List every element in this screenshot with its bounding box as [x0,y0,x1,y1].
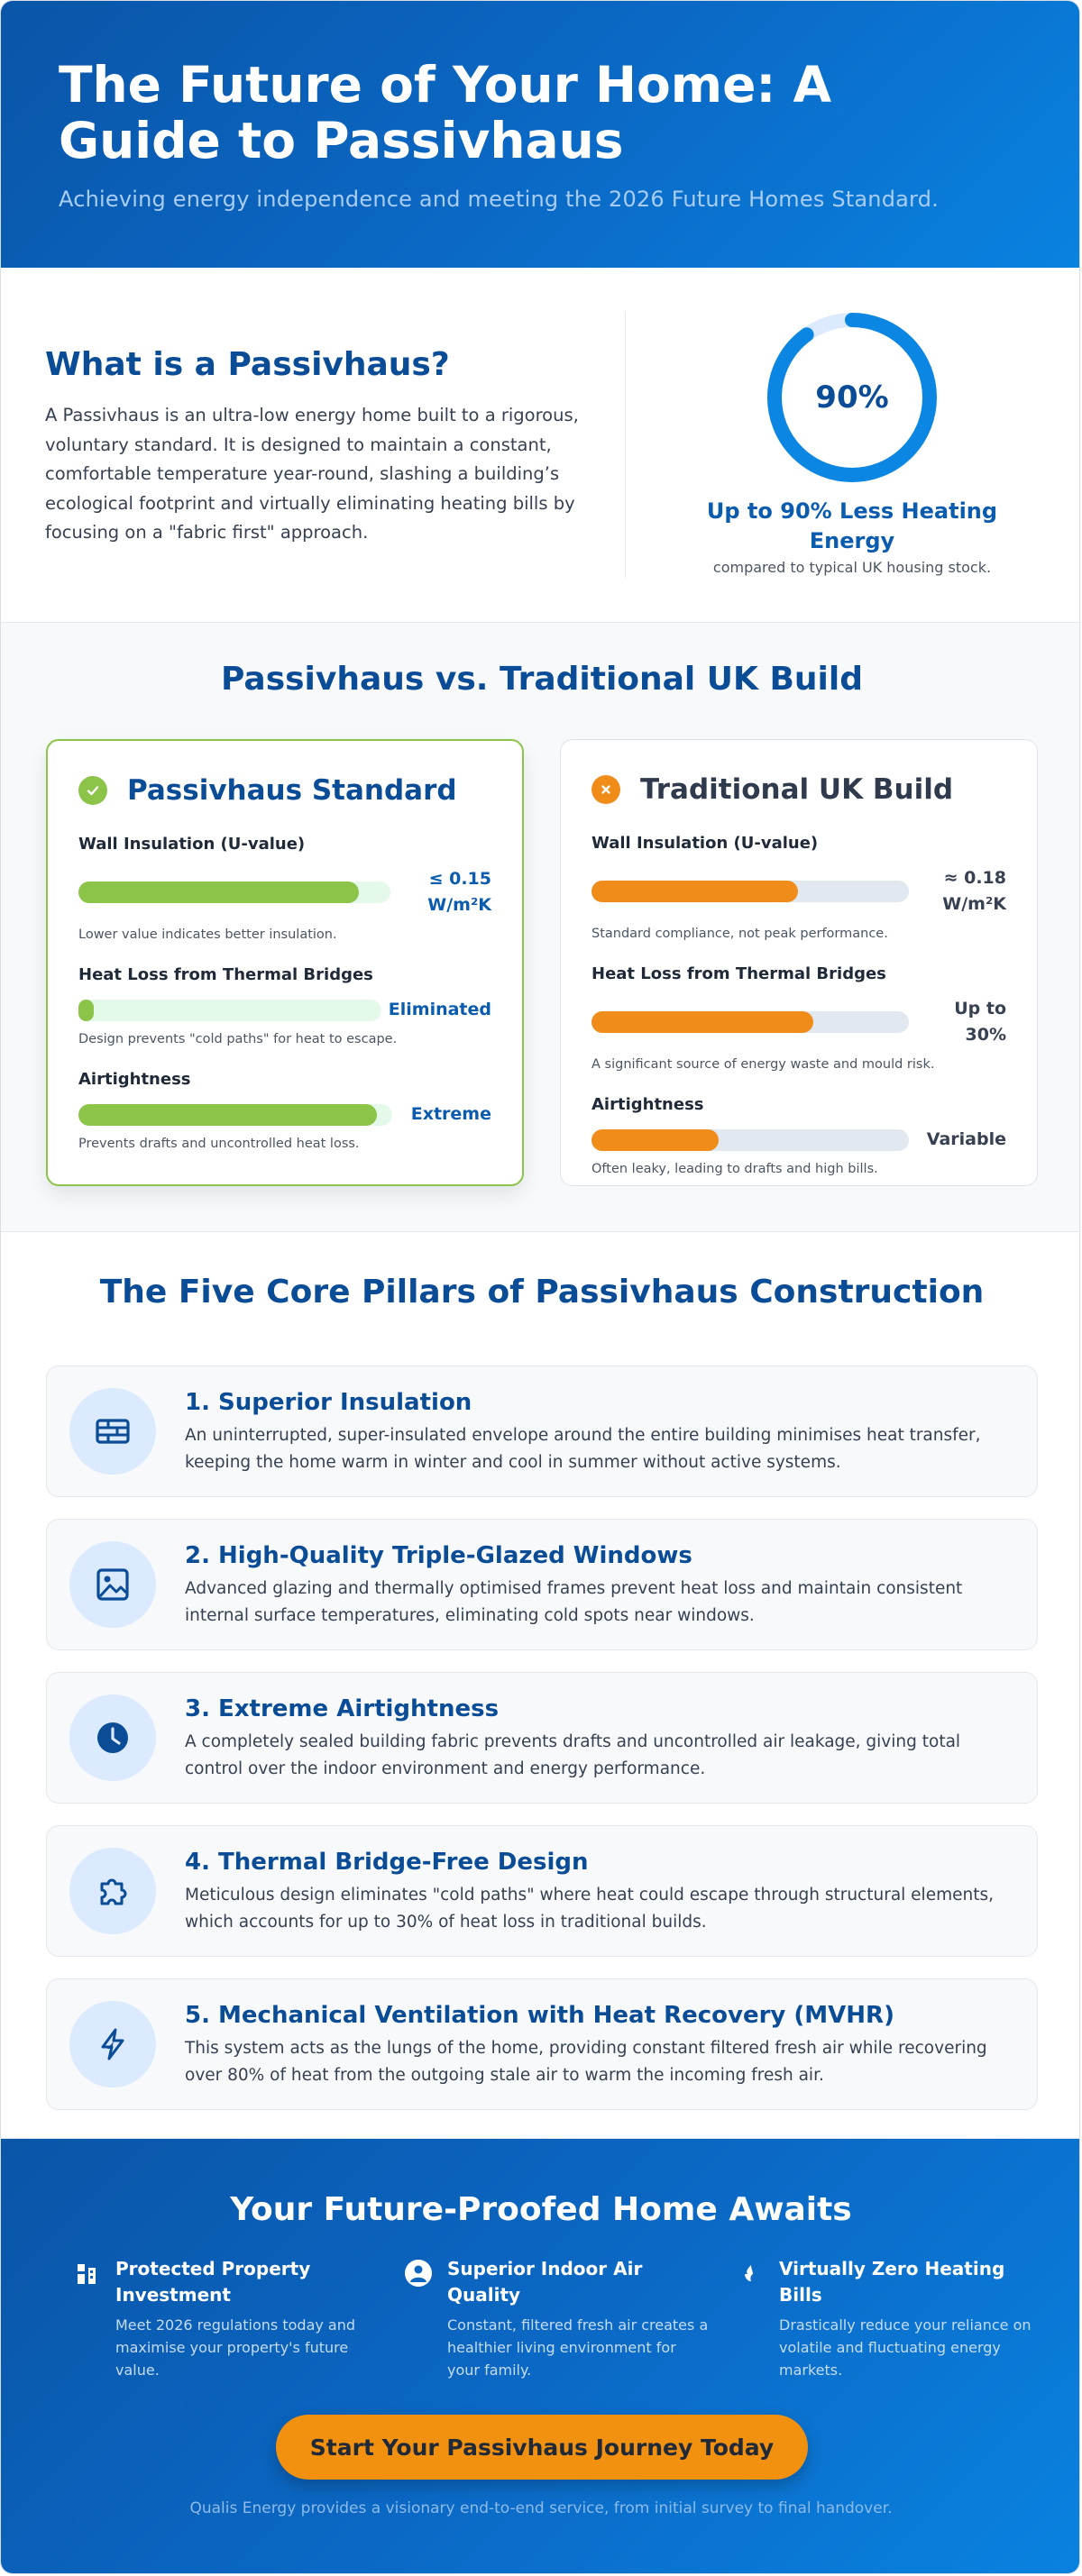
bolt-icon [69,2001,156,2087]
metric-thermal-bridges [591,964,1006,1072]
metric-bar [78,1104,392,1126]
pillar-body: Meticulous design eliminates "cold paths" where heat could escape through structural elements, which accounts for up to 30% of heat loss in traditional builds. [185,1886,994,1932]
check-icon [78,776,107,805]
metric-bar-fill [78,1104,377,1126]
window-icon [69,1541,156,1628]
metric-value: Eliminated [388,1000,491,1019]
pillar-text [185,1541,1005,1630]
metric-note: A significant source of energy waste and mould risk. [591,1057,935,1072]
metric-note: Lower value indicates better insulation. [78,927,337,942]
pillar-card [46,1672,1038,1804]
benefit-body: Drastically reduce your reliance on volatile and fluctuating energy markets. [779,2316,1032,2379]
metric-bar [78,1000,381,1021]
metric-value: ≈ 0.18 W/m²K [942,868,1006,914]
intro-heading: What is a Passivhaus? [45,346,450,383]
metric-bar [591,881,909,902]
metric-label: Airtightness [591,1095,704,1114]
pillar-title: 1. Superior Insulation [185,1389,472,1416]
passivhaus-card [46,739,524,1186]
stat-caption: compared to typical UK housing stock. [712,559,992,576]
person-icon [403,2258,434,2288]
pillar-text [185,1388,1005,1476]
metric-bar [591,1129,909,1151]
pillar-card [46,1978,1038,2110]
pillar-body: An uninterrupted, super-insulated envelope around the entire building minimises heat transfer, keeping the home warm in winter and cool in summer without active systems. [185,1426,981,1472]
metric-bar [591,1011,909,1033]
pillar-title: 2. High-Quality Triple-Glazed Windows [185,1542,692,1569]
pillar-title: 4. Thermal Bridge-Free Design [185,1849,589,1876]
metric-value: Variable [926,1129,1006,1149]
metric-note: Design prevents "cold paths" for heat to escape. [78,1032,398,1046]
benefit-title: Protected Property Investment [115,2258,311,2306]
card-header [78,770,491,811]
metric-bar-fill [78,882,359,903]
page-subtitle: Achieving energy independence and meeting the 2026 Future Homes Standard. [59,187,939,212]
start-journey-button[interactable]: Start Your Passivhaus Journey Today [276,2415,808,2480]
card-header [591,769,1006,810]
benefit-title: Superior Indoor Air Quality [447,2258,643,2306]
metric-label: Wall Insulation (U-value) [591,834,819,853]
traditional-card [560,739,1038,1186]
metric-airtightness [591,1095,1006,1176]
benefit-body: Constant, filtered fresh air creates a healthier living environment for your family. [447,2316,709,2379]
pillar-body: A completely sealed building fabric prevents drafts and uncontrolled air leakage, giving total control over the indoor environment and energy performance. [185,1732,961,1778]
intro-text [45,345,586,548]
metric-label: Wall Insulation (U-value) [78,835,306,854]
pillar-title: 3. Extreme Airtightness [185,1695,500,1722]
metric-row [78,866,491,918]
comparison-heading: Passivhaus vs. Traditional UK Build [220,661,863,698]
page-title: The Future of Your Home: A Guide to Passivhaus [59,56,832,169]
benefit-title: Virtually Zero Heating Bills [779,2258,1005,2306]
metric-thermal-bridges [78,965,491,1046]
cta-footer: Qualis Energy provides a visionary end-to-end service, from initial survey to final handover. [189,2499,893,2517]
metric-label: Heat Loss from Thermal Bridges [591,964,886,983]
cta-heading: Your Future-Proofed Home Awaits [230,2191,852,2228]
metric-row [591,1127,1006,1153]
pillar-text [185,1694,1005,1783]
card-title: Passivhaus Standard [127,774,457,807]
energy-gauge [766,311,939,484]
pillar-body: This system acts as the lungs of the home, providing constant filtered fresh air while recovering over 80% of heat from the outgoing stale air to warm the incoming fresh air. [185,2039,987,2085]
metric-label: Airtightness [78,1070,191,1089]
cta-section [1,2139,1080,2574]
hero-banner [1,1,1079,268]
metric-note: Prevents drafts and uncontrolled heat loss. [78,1137,360,1151]
intro-body: A Passivhaus is an ultra-low energy home built to a rigorous, voluntary standard. It is designed to maintain a constant, comfortable temperature year-round, slashing a building’s ecological footprint and virtually eliminating heating bills by focusing on a "fabric first" approach. [45,405,579,543]
metric-row [78,1101,491,1128]
pillar-card [46,1519,1038,1650]
pillar-card [46,1825,1038,1957]
metric-bar-fill [591,1011,813,1033]
stat-title: Up to 90% Less Heating Energy [706,498,998,553]
puzzle-icon [69,1848,156,1934]
metric-value: Up to 30% [954,999,1006,1045]
pillars-section [1,1232,1079,2139]
metric-note: Often leaky, leading to drafts and high bills. [591,1162,878,1176]
metric-bar [78,882,390,903]
metric-bar-fill [591,1129,719,1151]
intro-section [1,268,1079,623]
metric-wall-insulation [591,834,1006,941]
pillar-card [46,1366,1038,1497]
metric-label: Heat Loss from Thermal Bridges [78,965,373,984]
cross-icon [591,775,620,804]
comparison-section [1,623,1079,1232]
benefit-item [403,2256,710,2381]
metric-value: Extreme [410,1104,491,1124]
pillar-text [185,2001,1005,2089]
gauge-value: 90% [815,379,889,416]
pillar-text [185,1848,1005,1936]
divider [625,311,626,578]
metric-airtightness [78,1070,491,1151]
pillars-heading: The Five Core Pillars of Passivhaus Construction [99,1274,985,1311]
benefit-body: Meet 2026 regulations today and maximise your property's future value. [115,2316,356,2379]
building-icon [71,2258,102,2288]
benefit-item [735,2256,1041,2381]
insulation-icon [69,1388,156,1475]
metric-value: ≤ 0.15 W/m²K [427,869,491,915]
metric-bar-fill [591,881,798,902]
metric-row [591,996,1006,1048]
intro-stat [672,497,1032,576]
pillar-title: 5. Mechanical Ventilation with Heat Recovery (MVHR) [185,2002,894,2029]
card-title: Traditional UK Build [640,773,954,806]
flame-icon [735,2258,766,2288]
benefit-item [71,2256,378,2381]
clock-icon [69,1694,156,1781]
metric-row [78,997,491,1023]
metric-bar-fill [78,1000,94,1021]
metric-wall-insulation [78,835,491,942]
metric-note: Standard compliance, not peak performance. [591,927,888,941]
pillar-body: Advanced glazing and thermally optimised frames prevent heat loss and maintain consistent internal surface temperatures, eliminating cold spots near windows. [185,1579,963,1625]
metric-row [591,865,1006,918]
